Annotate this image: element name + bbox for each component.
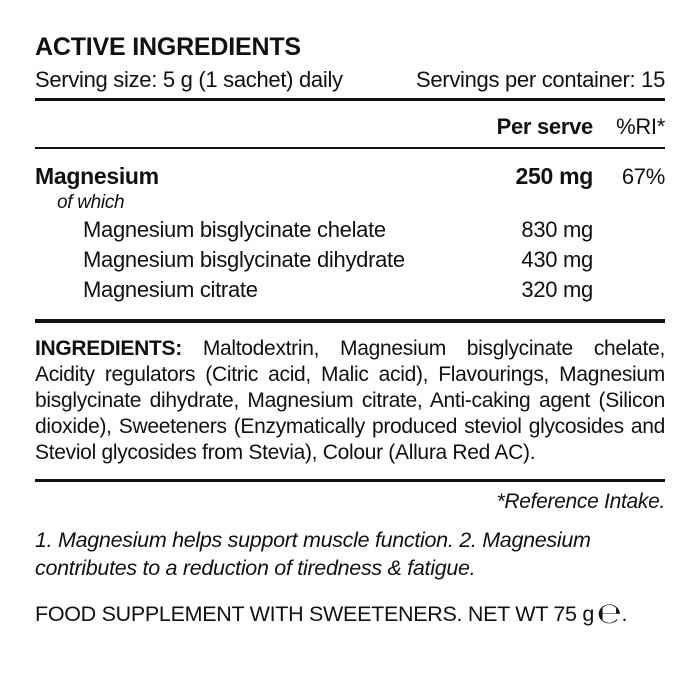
nutrient-ri-value: 67% xyxy=(621,164,665,189)
sub-nutrient-row xyxy=(35,245,665,275)
footer-period: . xyxy=(621,602,628,626)
sub-nutrient-row xyxy=(35,215,665,245)
column-header-ri: %RI* xyxy=(616,114,665,139)
footer-statement xyxy=(35,596,665,630)
sub-nutrient-name: Magnesium bisglycinate dihydrate xyxy=(83,247,405,272)
estimated-sign: ℮ xyxy=(597,596,622,630)
column-header-per-serve: Per serve xyxy=(496,114,593,139)
divider-under-header xyxy=(35,147,665,149)
nutrient-name: Magnesium xyxy=(35,163,159,189)
divider-above-ingredients xyxy=(35,319,665,323)
serving-info-row xyxy=(35,66,665,94)
sub-nutrient-name: Magnesium bisglycinate chelate xyxy=(83,217,386,242)
divider-below-ingredients xyxy=(35,479,665,482)
nutrient-row-magnesium xyxy=(35,162,665,191)
panel-title: ACTIVE INGREDIENTS xyxy=(35,33,301,61)
sub-nutrient-amount: 830 mg xyxy=(521,217,593,242)
sub-nutrient-amount: 320 mg xyxy=(521,277,593,302)
of-which-label: of which xyxy=(57,192,125,213)
sub-nutrient-row xyxy=(35,275,665,305)
servings-per-container-text: Servings per container: 15 xyxy=(415,67,665,92)
sub-nutrient-name: Magnesium citrate xyxy=(83,277,258,302)
ingredients-paragraph xyxy=(35,336,665,466)
ingredients-label: INGREDIENTS: xyxy=(35,337,182,360)
health-claims-text: 1. Magnesium helps support muscle function. 2. Magnesium contributes to a reduction of tiredness & fatigue. xyxy=(35,528,591,580)
divider-top xyxy=(35,98,665,101)
ingredients-text: Maltodextrin, Magnesium bisglycinate chelate, Acidity regulators (Citric acid, Malic acid), Flavourings, Magnesium bisglycinate dihydrate, Magnesium citrate, Anti-caking agent (Silicon dioxide), Sweeteners (Enzymatically produced steviol glycosides and Steviol glycosides from Stevia), Colour (Allura Red AC). xyxy=(35,337,665,464)
sub-nutrient-amount: 430 mg xyxy=(521,247,593,272)
column-header-row xyxy=(35,113,665,141)
nutrient-amount: 250 mg xyxy=(515,163,593,189)
serving-size-text: Serving size: 5 g (1 sachet) daily xyxy=(35,67,343,92)
footer-text: FOOD SUPPLEMENT WITH SWEETENERS. NET WT 75 g xyxy=(35,602,595,626)
reference-intake-note: *Reference Intake. xyxy=(496,490,665,513)
